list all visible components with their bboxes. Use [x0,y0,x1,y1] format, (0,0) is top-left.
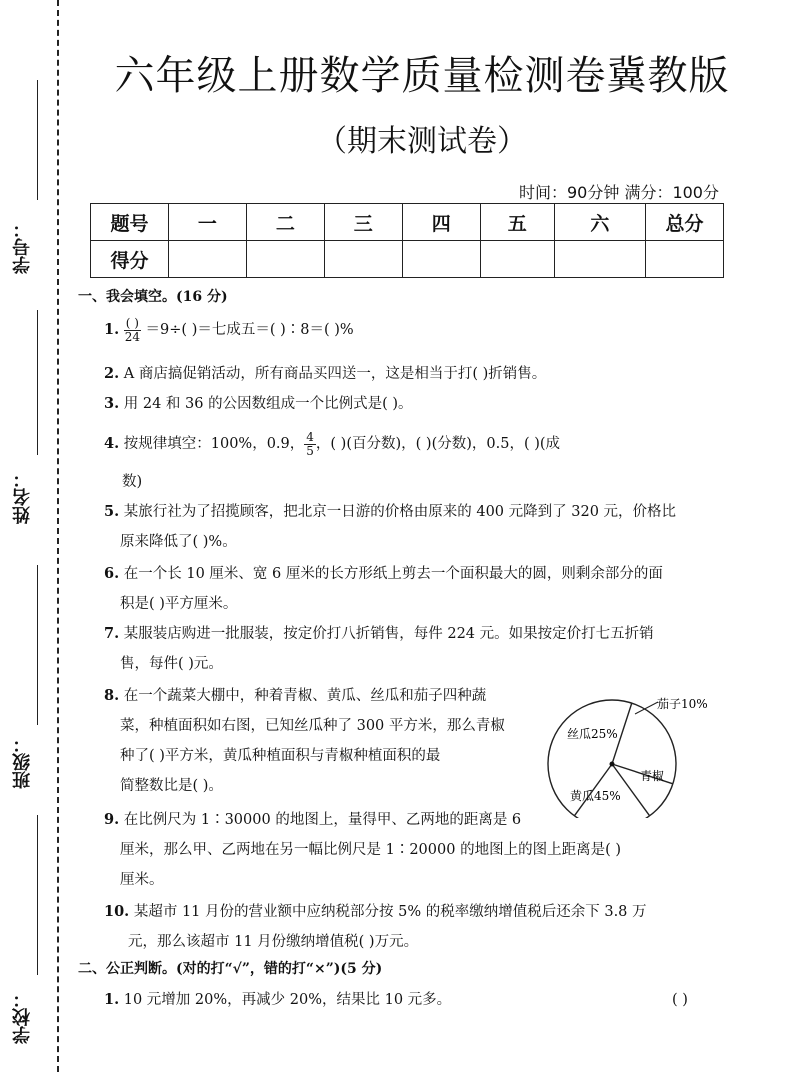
question-text: 在一个长 10 厘米、宽 6 厘米的长方形纸上剪去一个面积最大的圆，则剩余部分的面 [123,566,663,582]
question-10 [104,898,647,926]
question-number: 9. [104,811,120,828]
question-text: 10 元增加 20%，再减少 20%，结果比 10 元多。 [123,992,452,1008]
question-10-line2: 元，那么该超市 11 月份缴纳增值税( )万元。 [128,934,419,950]
score-cell[interactable] [402,241,480,278]
question-6-line2: 积是( )平方厘米。 [120,596,238,612]
class-line[interactable] [37,565,38,725]
question-text: 在一个蔬菜大棚中，种着青椒、黄瓜、丝瓜和茄子四种蔬 [123,688,487,704]
question-8-line3: 种了( )平方米，黄瓜种植面积与青椒种植面积的最 [120,748,441,764]
fraction-denominator: 24 [124,329,140,344]
judgement-1 [104,986,451,1014]
question-text: 按规律填空：100%，0.9， [123,436,305,452]
question-text: 用 24 和 36 的公因数组成一个比例式是( )。 [123,396,413,412]
fraction-denominator: 5 [306,443,314,458]
exam-meta: 时间：90分钟 满分：100分 [519,183,719,202]
question-number: 8. [104,687,120,704]
question-number: 3. [104,395,120,412]
question-number: 1. [104,991,120,1008]
fraction-numerator: ( ) [125,315,139,330]
page-title: 六年级上册数学质量检测卷冀教版 [114,53,730,99]
question-7-line2: 售，每件( )元。 [120,656,223,672]
pie-label-pepper: 青椒 [640,769,665,783]
pie-label-cucumber: 黄瓜45% [570,789,621,803]
question-5-line2: 原来降低了( )%。 [120,534,237,550]
binding-dashed-line [57,0,59,1072]
score-cell[interactable] [168,241,246,278]
question-9-line2: 厘米，那么甲、乙两地在另一幅比例尺是 1∶20000 的地图上的图上距离是( ) [120,842,621,858]
judgement-1-answer-paren[interactable]: ( ) [672,992,688,1008]
score-cell[interactable] [646,241,724,278]
score-header-cell: 四 [402,204,480,241]
score-header-cell: 总分 [646,204,724,241]
score-cell[interactable] [480,241,554,278]
page-subtitle: （期末测试卷） [317,124,527,159]
question-7 [104,620,654,648]
score-table-header-row [91,204,724,241]
fraction-numerator: 4 [306,429,314,444]
score-header-cell: 三 [324,204,402,241]
score-cell[interactable] [554,241,645,278]
section-1-heading: 一、我会填空。(16 分) [78,289,228,305]
question-9-line3: 厘米。 [120,872,164,888]
question-text: ，( )(百分数)，( )(分数)，0.5，( )(成 [315,436,561,452]
student-no-field [0,80,52,280]
student-no-line[interactable] [37,80,38,200]
score-header-cell: 二 [246,204,324,241]
question-3 [104,390,413,418]
school-line[interactable] [37,815,38,975]
score-table-score-row [91,241,724,278]
question-number: 4. [104,435,120,452]
score-header-cell: 五 [480,204,554,241]
school-field [0,815,52,1065]
question-text: ＝9÷( )＝七成五＝( )∶8＝( )% [145,322,354,338]
question-1 [104,316,354,344]
planting-area-pie-chart [545,688,735,818]
score-table [90,203,724,278]
pie-label-eggplant: 茄子10% [657,697,708,711]
score-header-cell: 题号 [91,204,169,241]
name-line[interactable] [37,310,38,455]
section-2-heading: 二、公正判断。(对的打“√”，错的打“×”)(5 分) [78,961,383,977]
question-text: 某旅行社为了招揽顾客，把北京一日游的价格由原来的 400 元降到了 320 元，价格比 [123,504,677,520]
class-field [0,565,52,805]
question-5 [104,498,676,526]
question-text: A 商店搞促销活动，所有商品买四送一，这是相当于打( )折销售。 [123,366,547,382]
pie-label-leader [635,702,658,714]
score-header-cell: 一 [168,204,246,241]
name-field [0,310,52,540]
class-label: 班级： [12,735,33,789]
question-number: 6. [104,565,120,582]
question-8-line2: 菜，种植面积如右图，已知丝瓜种了 300 平方米，那么青椒 [120,718,505,734]
question-number: 7. [104,625,120,642]
score-header-cell: 六 [554,204,645,241]
question-text: 某服装店购进一批服装，按定价打八折销售，每件 224 元。如果按定价打七五折销 [123,626,654,642]
question-2 [104,360,546,388]
question-9 [104,806,521,834]
name-label: 姓名： [12,470,33,524]
question-text: 某超市 11 月份的营业额中应纳税部分按 5% 的税率缴纳增值税后还余下 3.8 万 [133,904,647,920]
school-label: 学校： [12,990,33,1044]
question-8-line4: 简整数比是( )。 [120,778,223,794]
score-row-label: 得分 [91,241,169,278]
question-4 [104,430,560,458]
question-6 [104,560,663,588]
question-number: 10. [104,903,130,920]
fraction [304,431,316,458]
question-number: 2. [104,365,120,382]
question-4-line2: 数) [122,474,143,490]
student-no-label: 学号： [12,220,33,274]
question-text: 在比例尺为 1∶30000 的地图上，量得甲、乙两地的距离是 6 [123,812,522,828]
question-8 [104,682,486,710]
score-cell[interactable] [246,241,324,278]
fraction [124,317,141,344]
question-number: 5. [104,503,120,520]
pie-center-dot [610,762,615,767]
question-number: 1. [104,321,120,338]
pie-label-loofah: 丝瓜25% [567,727,618,741]
score-cell[interactable] [324,241,402,278]
